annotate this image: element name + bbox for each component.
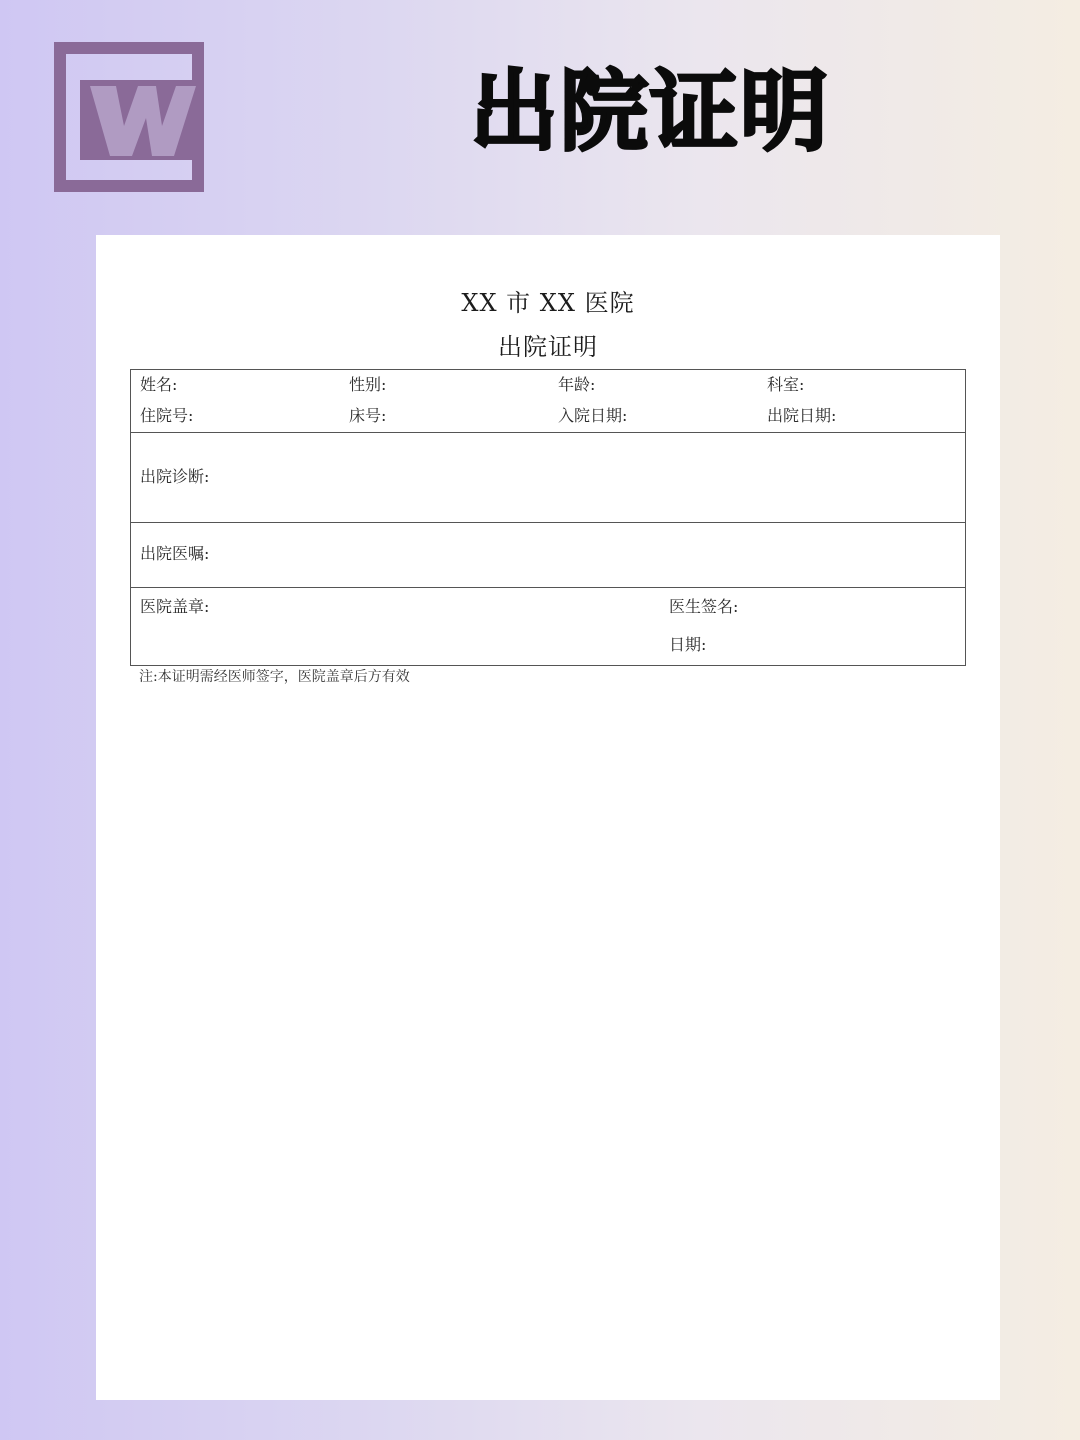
gender-label: 性别: bbox=[349, 375, 387, 394]
admission-date-label: 入院日期: bbox=[558, 406, 628, 425]
validity-note: 注:本证明需经医师签字，医院盖章后方有效 bbox=[139, 669, 410, 685]
hospital-name: XX 市 XX 医院 bbox=[461, 289, 635, 317]
word-logo-fill bbox=[80, 80, 198, 160]
signature-row bbox=[131, 588, 965, 665]
advice-row bbox=[131, 523, 965, 588]
advice-label: 出院医嘱: bbox=[140, 544, 210, 563]
doctor-signature-label: 医生签名: bbox=[669, 597, 739, 616]
patient-info-row bbox=[131, 370, 965, 433]
document-page bbox=[96, 235, 1000, 1400]
word-document-icon bbox=[54, 42, 204, 192]
diagnosis-row bbox=[131, 433, 965, 523]
sign-date-label: 日期: bbox=[669, 635, 707, 654]
admission-no-label: 住院号: bbox=[140, 406, 194, 425]
bed-no-label: 床号: bbox=[349, 406, 387, 425]
discharge-date-label: 出院日期: bbox=[767, 406, 837, 425]
age-label: 年龄: bbox=[558, 375, 596, 394]
department-label: 科室: bbox=[767, 375, 805, 394]
document-title: 出院证明 bbox=[498, 333, 598, 361]
discharge-form-table bbox=[130, 369, 966, 666]
word-w-glyph bbox=[80, 80, 198, 160]
hospital-seal-label: 医院盖章: bbox=[140, 597, 210, 616]
banner-title: 出院证明 bbox=[470, 60, 831, 163]
name-label: 姓名: bbox=[140, 375, 178, 394]
diagnosis-label: 出院诊断: bbox=[140, 467, 210, 486]
